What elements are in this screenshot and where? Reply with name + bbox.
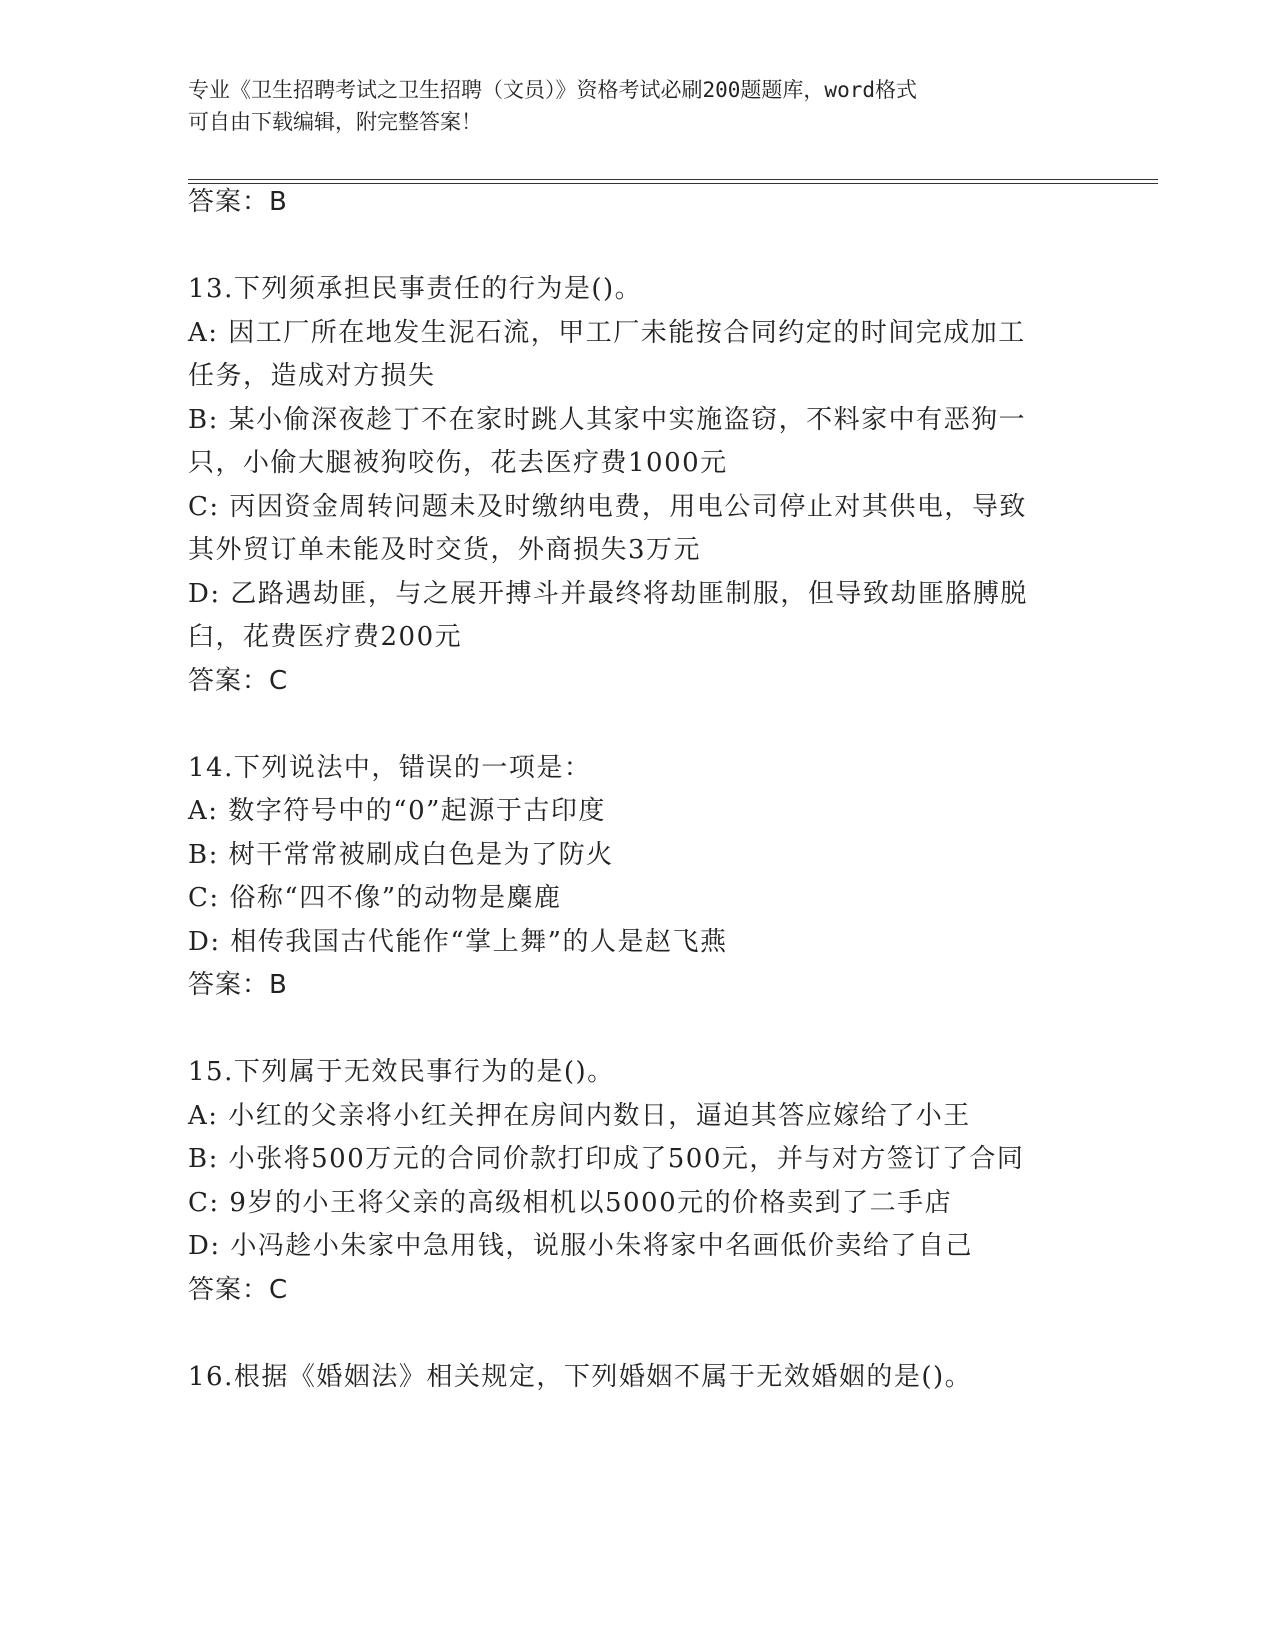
header-line-1: 专业《卫生招聘考试之卫生招聘（文员）》资格考试必刷200题题库，word格式	[188, 78, 917, 102]
question-15-answer: 答案：C	[188, 1275, 289, 1305]
question-15-option-c: C: 9岁的小王将父亲的高级相机以5000元的价格卖到了二手店	[188, 1188, 953, 1218]
question-16-stem: 16.根据《婚姻法》相关规定，下列婚姻不属于无效婚姻的是()。	[188, 1362, 973, 1392]
question-15-option-a: A: 小红的父亲将小红关押在房间内数日，逼迫其答应嫁给了小王	[188, 1101, 971, 1131]
question-13-option-d: D: 乙路遇劫匪，与之展开搏斗并最终将劫匪制服，但导致劫匪胳膊脱	[188, 579, 1028, 609]
question-13-option-b: B: 某小偷深夜趁丁不在家时跳人其家中实施盗窃，不料家中有恶狗一	[188, 405, 1027, 435]
question-14-option-a: A: 数字符号中的“0”起源于古印度	[188, 796, 606, 826]
question-14-stem: 14.下列说法中，错误的一项是：	[188, 753, 592, 783]
answer-line: 答案：B	[188, 187, 288, 217]
question-15-option-d: D: 小冯趁小朱家中急用钱，说服小朱将家中名画低价卖给了自己	[188, 1231, 973, 1261]
header-divider-bottom	[188, 183, 1158, 184]
question-13-answer: 答案：C	[188, 666, 289, 696]
header-line-2: 可自由下载编辑，附完整答案！	[188, 110, 482, 134]
question-13-option-b-cont: 只，小偷大腿被狗咬伤，花去医疗费1000元	[188, 448, 728, 478]
question-15-stem: 15.下列属于无效民事行为的是()。	[188, 1057, 615, 1087]
question-13-option-a: A: 因工厂所在地发生泥石流，甲工厂未能按合同约定的时间完成加工	[188, 318, 1026, 348]
question-13-option-c: C: 丙因资金周转问题未及时缴纳电费，用电公司停止对其供电，导致	[188, 492, 1027, 522]
question-13-option-d-cont: 臼，花费医疗费200元	[188, 622, 463, 652]
question-14-option-b: B: 树干常常被刷成白色是为了防火	[188, 840, 614, 870]
question-13-option-a-cont: 任务，造成对方损失	[188, 361, 436, 391]
question-13-option-c-cont: 其外贸订单未能及时交货，外商损失3万元	[188, 535, 702, 565]
question-13-stem: 13.下列须承担民事责任的行为是()。	[188, 274, 643, 304]
question-14-answer: 答案：B	[188, 970, 288, 1000]
question-15-option-b: B: 小张将500万元的合同价款打印成了500元，并与对方签订了合同	[188, 1144, 1025, 1174]
question-14-option-c: C: 俗称“四不像”的动物是麋鹿	[188, 883, 562, 913]
document-header	[188, 74, 1088, 138]
header-divider-top	[188, 179, 1158, 180]
question-14-option-d: D: 相传我国古代能作“掌上舞”的人是赵飞燕	[188, 927, 728, 957]
